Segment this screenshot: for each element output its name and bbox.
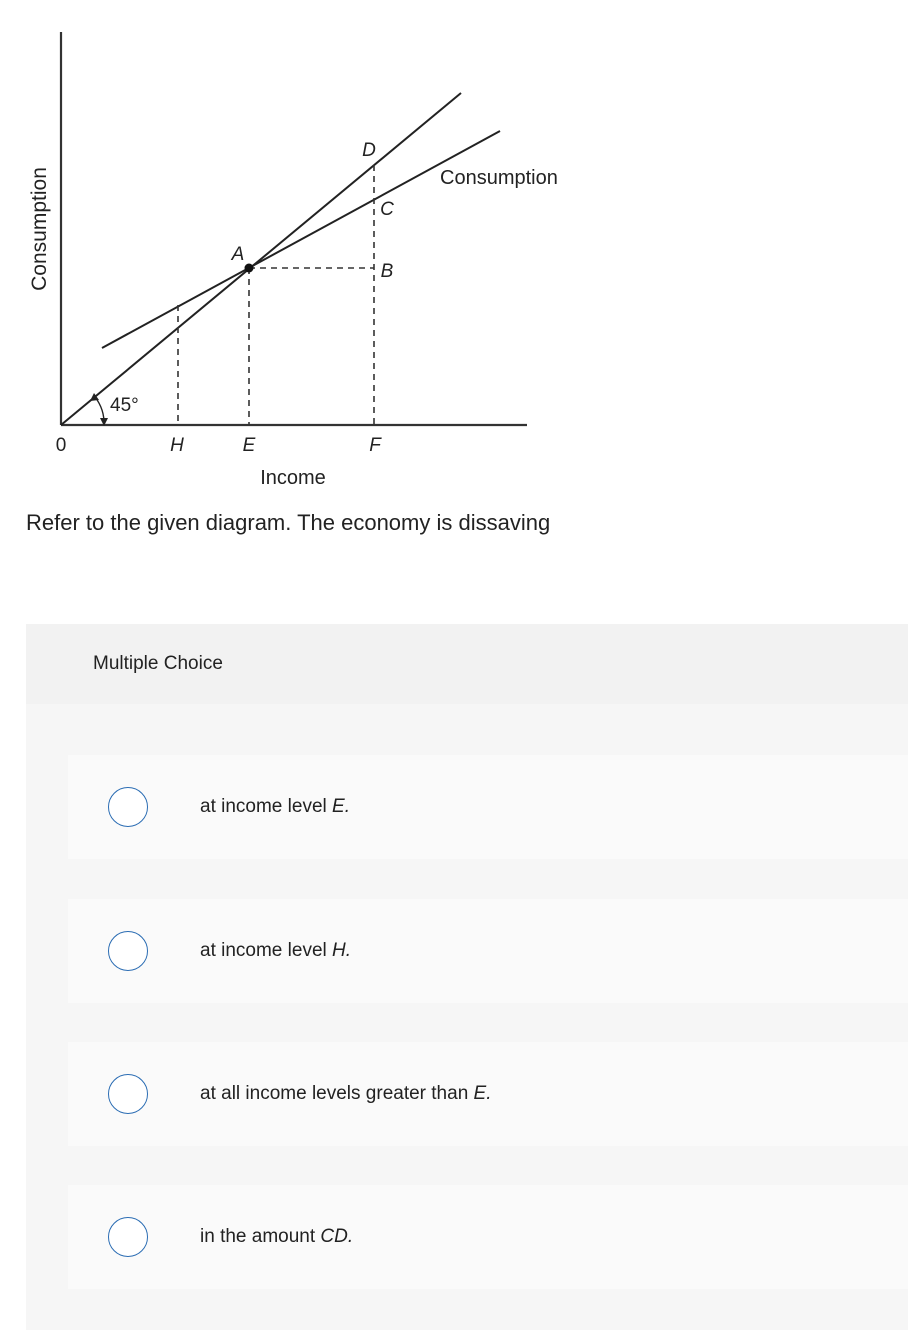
point-label-a: A — [231, 244, 245, 265]
multiple-choice-panel — [26, 624, 908, 1330]
answer-option-label: at all income levels greater than E. — [200, 1083, 492, 1104]
point-label-c: C — [380, 199, 394, 220]
answer-option-label: in the amount CD. — [200, 1226, 354, 1247]
radio-button[interactable] — [108, 1217, 148, 1257]
answer-option-3[interactable] — [68, 1042, 908, 1146]
tick-label-e: E — [242, 435, 256, 456]
answer-option-2[interactable] — [68, 899, 908, 1003]
radio-button[interactable] — [108, 1074, 148, 1114]
consumption-line-label: Consumption — [440, 167, 558, 189]
tick-label-f: F — [369, 435, 381, 456]
consumption-diagram — [0, 0, 640, 500]
multiple-choice-header — [26, 624, 908, 704]
consumption-line — [102, 131, 500, 348]
point-label-d: D — [362, 140, 376, 161]
tick-label-h: H — [170, 435, 184, 456]
radio-button[interactable] — [108, 931, 148, 971]
question-text: Refer to the given diagram. The economy is dissaving — [26, 510, 551, 535]
radio-button[interactable] — [108, 787, 148, 827]
point-label-b: B — [380, 261, 394, 282]
angle-label: 45° — [110, 395, 139, 416]
answer-option-4[interactable] — [68, 1185, 908, 1289]
y-axis-label: Consumption — [28, 167, 51, 291]
x-axis-label: Income — [260, 467, 326, 489]
answer-option-label: at income level H. — [200, 940, 352, 961]
point-a-marker — [245, 264, 254, 273]
45-degree-line — [61, 93, 461, 425]
answer-option-1[interactable] — [68, 755, 908, 859]
origin-label: 0 — [55, 435, 67, 456]
multiple-choice-title: Multiple Choice — [93, 653, 223, 674]
answer-option-label: at income level E. — [200, 796, 350, 817]
